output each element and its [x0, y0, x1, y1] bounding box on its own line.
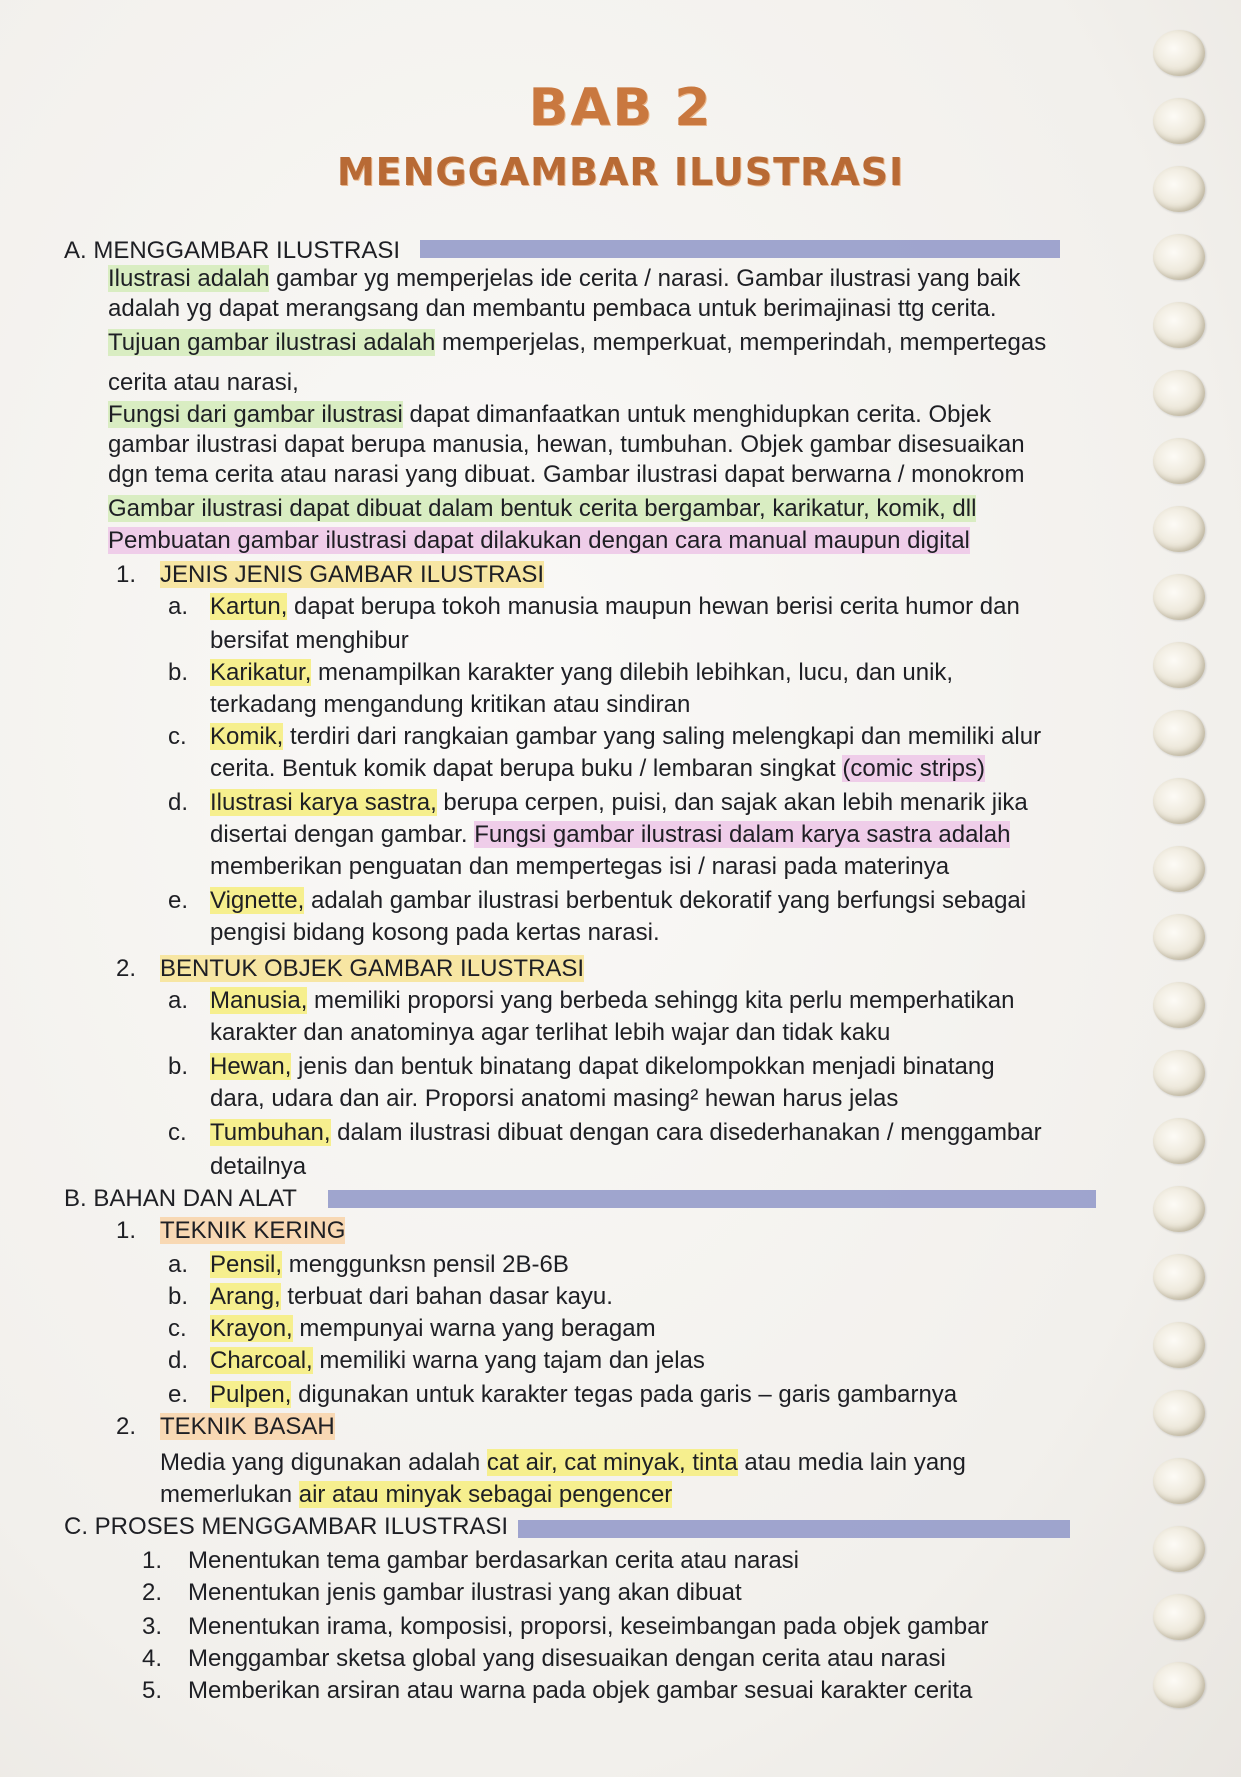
binder-hole: [1153, 1118, 1205, 1164]
list-letter: b.: [168, 1053, 189, 1080]
section-c-heading: C. PROSES MENGGAMBAR ILUSTRASI: [64, 1513, 509, 1540]
binder-hole: [1153, 1322, 1205, 1368]
list-item-cont: dara, udara dan air. Proporsi anatomi masing² hewan harus jelas: [210, 1085, 899, 1112]
list-item-cont: karakter dan anatominya agar terlihat lebih wajar dan tidak kaku: [210, 1019, 891, 1046]
highlight: Pulpen,: [210, 1381, 292, 1408]
binder-hole: [1153, 30, 1205, 76]
list-item: [210, 1118, 1042, 1148]
list-item-cont: detailnya: [210, 1153, 307, 1180]
list-number: 5.: [142, 1677, 163, 1704]
list-number: 1.: [116, 1217, 137, 1244]
text: adalah gambar ilustrasi berbentuk dekoratif yang berfungsi sebagai: [304, 887, 1027, 914]
binder-hole: [1153, 302, 1205, 348]
section-b-bar: [328, 1190, 1096, 1208]
text: menggunksn pensil 2B-6B: [282, 1251, 569, 1278]
list-number: 3.: [142, 1613, 163, 1640]
highlight: Vignette,: [210, 887, 305, 914]
binder-hole: [1153, 1526, 1205, 1572]
list-number: 2.: [116, 955, 137, 982]
paragraph-line: gambar ilustrasi dapat berupa manusia, hewan, tumbuhan. Objek gambar disesuaikan: [108, 431, 1025, 458]
text: dapat berupa tokoh manusia maupun hewan berisi cerita humor dan: [287, 593, 1020, 620]
list-item-cont: bersifat menghibur: [210, 627, 409, 654]
highlight: Arang,: [210, 1283, 281, 1310]
list-item: Memberikan arsiran atau warna pada objek gambar sesuai karakter cerita: [188, 1677, 973, 1704]
subsection-heading: [160, 560, 544, 590]
list-number: 2.: [142, 1579, 163, 1606]
list-item-cont: terkadang mengandung kritikan atau sindiran: [210, 691, 691, 718]
paragraph-line: [108, 264, 1020, 294]
list-item: [210, 1052, 995, 1082]
binder-hole: [1153, 914, 1205, 960]
list-letter: c.: [168, 1119, 187, 1146]
list-number: 4.: [142, 1645, 163, 1672]
list-item: Menentukan jenis gambar ilustrasi yang akan dibuat: [188, 1579, 742, 1606]
list-letter: e.: [168, 1381, 189, 1408]
list-letter: c.: [168, 1315, 187, 1342]
text: atau media lain yang: [737, 1449, 966, 1476]
list-item-cont: memberikan penguatan dan mempertegas isi / narasi pada materinya: [210, 853, 950, 880]
binder-hole: [1153, 370, 1205, 416]
paragraph-line: [108, 400, 991, 430]
list-item-cont: [210, 820, 1010, 850]
text: gambar yg memperjelas ide cerita / narasi. Gambar ilustrasi yang baik: [269, 265, 1021, 292]
binder-hole: [1153, 982, 1205, 1028]
highlight: BENTUK OBJEK GAMBAR ILUSTRASI: [160, 955, 585, 982]
list-letter: d.: [168, 1347, 189, 1374]
list-letter: b.: [168, 1283, 189, 1310]
list-item: [210, 592, 1020, 622]
list-item: [210, 658, 953, 688]
binder-hole: [1153, 574, 1205, 620]
list-item: [210, 1250, 569, 1280]
list-letter: a.: [168, 987, 189, 1014]
list-item: [210, 986, 1014, 1016]
highlight: Manusia,: [210, 987, 308, 1014]
list-item: [210, 788, 1028, 818]
highlight: Hewan,: [210, 1053, 292, 1080]
text: berupa cerpen, puisi, dan sajak akan lebih menarik jika: [436, 789, 1028, 816]
list-letter: a.: [168, 1251, 189, 1278]
list-item: Menentukan tema gambar berdasarkan cerita atau narasi: [188, 1547, 800, 1574]
paragraph-line: [160, 1448, 966, 1478]
highlight: Krayon,: [210, 1315, 293, 1342]
text: memiliki warna yang tajam dan jelas: [312, 1347, 705, 1374]
text: dalam ilustrasi dibuat dengan cara disederhanakan / menggambar: [330, 1119, 1042, 1146]
binder-hole: [1153, 710, 1205, 756]
section-c-bar: [518, 1520, 1070, 1538]
text: memperjelas, memperkuat, memperindah, mempertegas: [435, 329, 1047, 356]
paragraph-line: dgn tema cerita atau narasi yang dibuat. Gambar ilustrasi dapat berwarna / monokrom: [108, 461, 1025, 488]
highlight: Karikatur,: [210, 659, 312, 686]
paragraph-line: [108, 328, 1046, 358]
binder-hole: [1153, 506, 1205, 552]
text: disertai dengan gambar.: [210, 821, 475, 848]
text: menampilkan karakter yang dilebih lebihkan, lucu, dan unik,: [311, 659, 954, 686]
subsection-heading: [160, 1216, 345, 1246]
list-number: 1.: [142, 1547, 163, 1574]
list-letter: d.: [168, 789, 189, 816]
text: memerlukan: [160, 1481, 299, 1508]
list-item: [210, 722, 1041, 752]
binder-hole: [1153, 1050, 1205, 1096]
subsection-heading: [160, 1412, 335, 1442]
list-item: Menentukan irama, komposisi, proporsi, keseimbangan pada objek gambar: [188, 1613, 989, 1640]
highlight: cat air, cat minyak, tinta: [486, 1449, 738, 1476]
binder-hole: [1153, 1458, 1205, 1504]
list-item: [210, 886, 1026, 916]
text: dapat dimanfaatkan untuk menghidupkan cerita. Objek: [402, 401, 992, 428]
highlight: Fungsi dari gambar ilustrasi: [108, 401, 403, 428]
highlight: Komik,: [210, 723, 284, 750]
binder-hole: [1153, 234, 1205, 280]
section-a-heading: A. MENGGAMBAR ILUSTRASI: [64, 237, 401, 264]
list-item: [210, 1282, 613, 1312]
highlight: Ilustrasi karya sastra,: [210, 789, 437, 816]
list-item: [210, 1314, 656, 1344]
paragraph-line: adalah yg dapat merangsang dan membantu pembaca untuk berimajinasi ttg cerita.: [108, 295, 997, 322]
section-b-heading: B. BAHAN DAN ALAT: [64, 1185, 297, 1212]
text: terdiri dari rangkaian gambar yang saling melengkapi dan memiliki alur: [283, 723, 1042, 750]
list-number: 2.: [116, 1413, 137, 1440]
binder-hole: [1153, 1390, 1205, 1436]
list-item: Menggambar sketsa global yang disesuaikan dengan cerita atau narasi: [188, 1645, 946, 1672]
list-item-cont: pengisi bidang kosong pada kertas narasi.: [210, 919, 660, 946]
paragraph-line: [160, 1480, 672, 1510]
highlight: air atau minyak sebagai pengencer: [298, 1481, 673, 1508]
paragraph-line: [108, 526, 970, 556]
binder-hole: [1153, 642, 1205, 688]
highlight: (comic strips): [842, 755, 986, 782]
text: cerita. Bentuk komik dapat berupa buku / lembaran singkat: [210, 755, 843, 782]
binder-hole: [1153, 778, 1205, 824]
list-item-cont: [210, 754, 985, 784]
binder-hole: [1153, 1594, 1205, 1640]
highlight: Tujuan gambar ilustrasi adalah: [108, 329, 436, 356]
binder-hole: [1153, 438, 1205, 484]
highlight: Pembuatan gambar ilustrasi dapat dilakukan dengan cara manual maupun digital: [108, 527, 970, 554]
list-item: [210, 1346, 705, 1376]
paragraph-line: cerita atau narasi,: [108, 369, 299, 396]
highlight: Tumbuhan,: [210, 1119, 331, 1146]
text: mempunyai warna yang beragam: [292, 1315, 656, 1342]
highlight: Gambar ilustrasi dapat dibuat dalam bentuk cerita bergambar, karikatur, komik, dll: [108, 495, 977, 522]
highlight: Fungsi gambar ilustrasi dalam karya sastra adalah: [474, 821, 1011, 848]
page-subtitle: MENGGAMBAR ILUSTRASI: [336, 150, 905, 194]
subsection-heading: [160, 954, 584, 984]
list-letter: a.: [168, 593, 189, 620]
list-letter: e.: [168, 887, 189, 914]
highlight: Ilustrasi adalah: [108, 265, 270, 292]
binder-hole: [1153, 846, 1205, 892]
highlight: Pensil,: [210, 1251, 283, 1278]
list-letter: c.: [168, 723, 187, 750]
highlight: TEKNIK KERING: [160, 1217, 346, 1244]
binder-hole: [1153, 1662, 1205, 1708]
highlight: Kartun,: [210, 593, 288, 620]
section-a-bar: [420, 240, 1060, 258]
list-letter: b.: [168, 659, 189, 686]
page-title: BAB 2: [528, 78, 713, 138]
highlight: TEKNIK BASAH: [160, 1413, 335, 1440]
text: Media yang digunakan adalah: [160, 1449, 487, 1476]
text: memiliki proporsi yang berbeda sehingg kita perlu memperhatikan: [307, 987, 1015, 1014]
highlight: Charcoal,: [210, 1347, 313, 1374]
paragraph-line: [108, 494, 976, 524]
binder-holes: [1153, 30, 1223, 1770]
highlight: JENIS JENIS GAMBAR ILUSTRASI: [160, 561, 545, 588]
list-item: [210, 1380, 957, 1410]
text: terbuat dari bahan dasar kayu.: [280, 1283, 613, 1310]
list-number: 1.: [116, 561, 137, 588]
text: jenis dan bentuk binatang dapat dikelompokkan menjadi binatang: [291, 1053, 995, 1080]
text: digunakan untuk karakter tegas pada garis – garis gambarnya: [291, 1381, 958, 1408]
binder-hole: [1153, 1186, 1205, 1232]
binder-hole: [1153, 1254, 1205, 1300]
